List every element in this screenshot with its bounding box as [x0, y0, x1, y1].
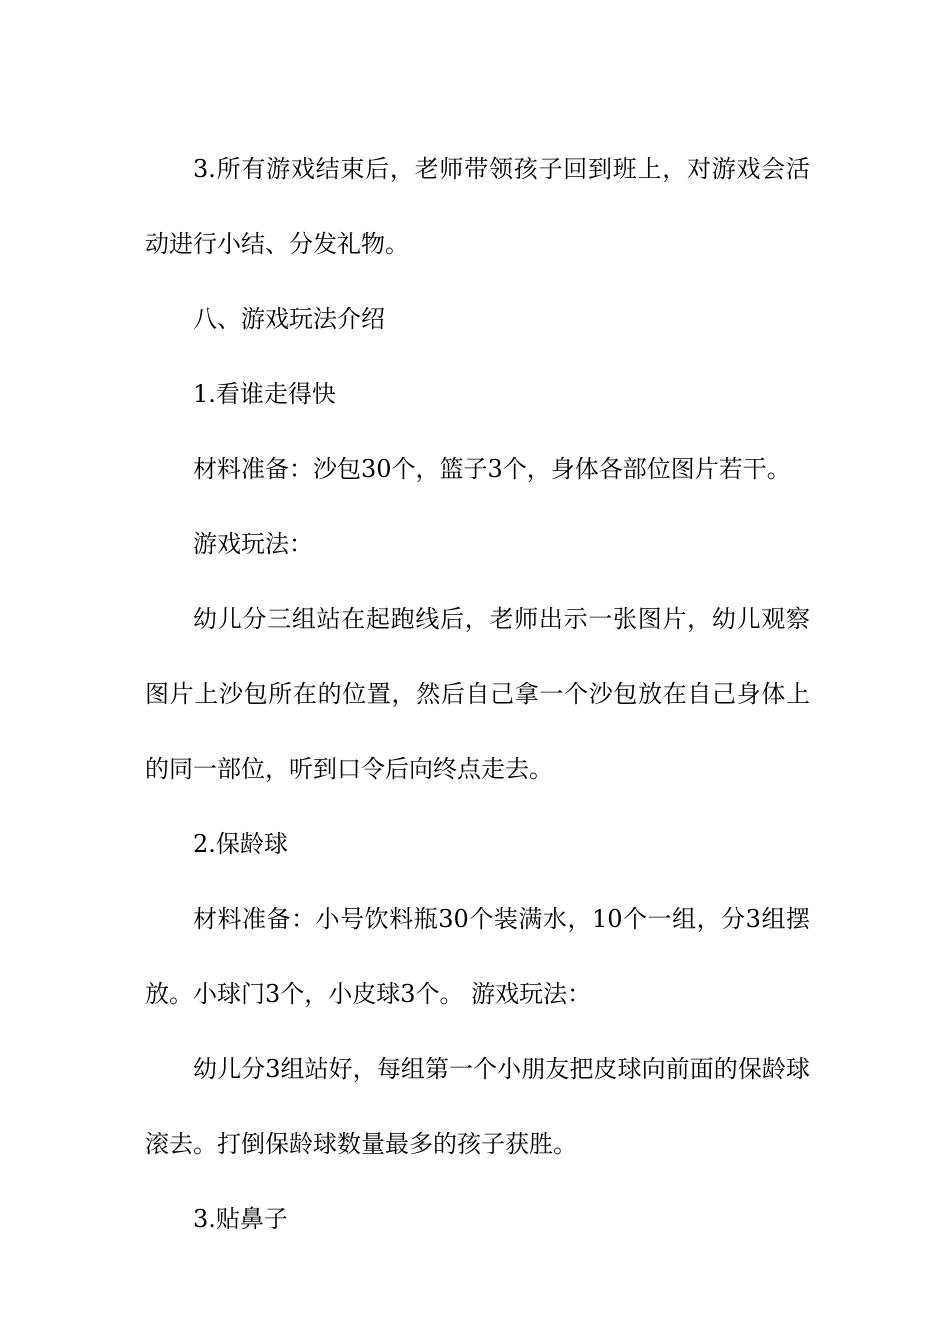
game-title-who-walks-fast: 1.看谁走得快 — [193, 380, 336, 408]
game-title-bowling: 2.保龄球 — [193, 830, 288, 858]
game-title-stick-nose: 3.贴鼻子 — [193, 1205, 288, 1233]
document-body — [145, 132, 810, 1257]
section-heading-game-rules: 八、游戏玩法介绍 — [193, 305, 385, 333]
gameplay-game-2: 幼儿分3组站好，每组第一个小朋友把皮球向前面的保龄球滚去。打倒保龄球数量最多的孩子获胜。 — [145, 1055, 810, 1158]
gameplay-label-game-1: 游戏玩法： — [193, 530, 313, 558]
materials-game-1: 材料准备：沙包30个，篮子3个，身体各部位图片若干。 — [193, 455, 791, 483]
materials-game-2: 材料准备：小号饮料瓶30个装满水，10个一组，分3组摆放。小球门3个，小皮球3个。 游戏玩法： — [145, 905, 810, 1008]
paragraph-end-summary: 3.所有游戏结束后，老师带领孩子回到班上，对游戏会活动进行小结、分发礼物。 — [145, 155, 810, 258]
gameplay-game-1: 幼儿分三组站在起跑线后，老师出示一张图片，幼儿观察图片上沙包所在的位置，然后自己拿一个沙包放在自己身体上的同一部位，听到口令后向终点走去。 — [145, 605, 810, 783]
